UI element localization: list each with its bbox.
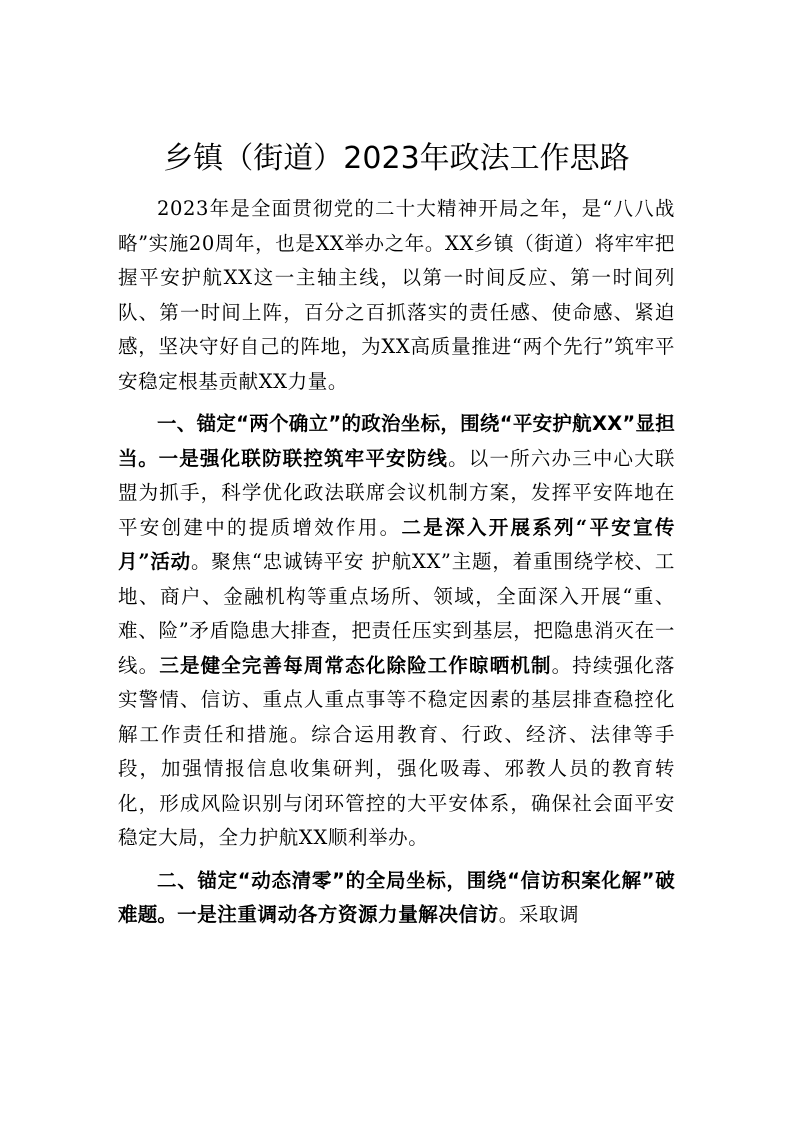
section-2-point-1-title: 一是注重调动各方资源力量解决信访 (177, 903, 499, 926)
section-2-heading: 二、锚定“动态清零”的全局坐标，围绕“信访积案化解”破难题。 (118, 868, 675, 926)
intro-paragraph: 2023年是全面贯彻党的二十大精神开局之年，是“八八战略”实施20周年，也是XX举办之年。XX乡镇（街道）将牢牢把握平安护航XX这一主轴主线，以第一时间反应、第一时间列队、第一时间上阵，百分之百抓落实的责任感、使命感、紧迫感，坚决守好自己的阵地，为XX高质量推进“两个先行”筑牢平安稳定根基贡献XX力量。 (118, 197, 675, 393)
document-title: 乡镇（街道）2023年政法工作思路 (163, 141, 630, 176)
section-1-heading: 一、锚定“两个确立”的政治坐标，围绕“平安护航XX”显担当。 (118, 412, 675, 470)
section-1-point-1-text: 。以一所六办三中心大联盟为抓手，科学优化政法联席会议机制方案，发挥平安阵地在平安创建中的提质增效作用。 (118, 446, 675, 539)
section-2-paragraph (118, 864, 675, 933)
section-2-point-1-text: 。采取调 (498, 903, 580, 926)
section-1-point-2-text: 。聚焦“忠诚铸平安 护航XX”主题，着重围绕学校、工地、商户、金融机构等重点场所、领域，全面深入开展“重、难、险”矛盾隐患大排查，把责任压实到基层，把隐患消灭在一线。 (118, 550, 675, 677)
section-1-point-2-title: 二是深入开展系列“平安宣传月”活动 (118, 515, 675, 573)
section-1-point-3-text: 。持续强化落实警情、信访、重点人重点事等不稳定因素的基层排查稳控化解工作责任和措施。综合运用教育、行政、经济、法律等手段，加强情报信息收集研判，强化吸毒、邪教人员的教育转化，形成风险识别与闭环管控的大平安体系，确保社会面平安稳定大局，全力护航XX顺利举办。 (118, 653, 676, 849)
section-1-point-3-title: 三是健全完善每周常态化除险工作晾晒机制 (159, 653, 552, 677)
section-1-paragraph (118, 407, 675, 856)
section-1-point-1-title: 一是强化联防联控筑牢平安防线 (158, 446, 449, 470)
